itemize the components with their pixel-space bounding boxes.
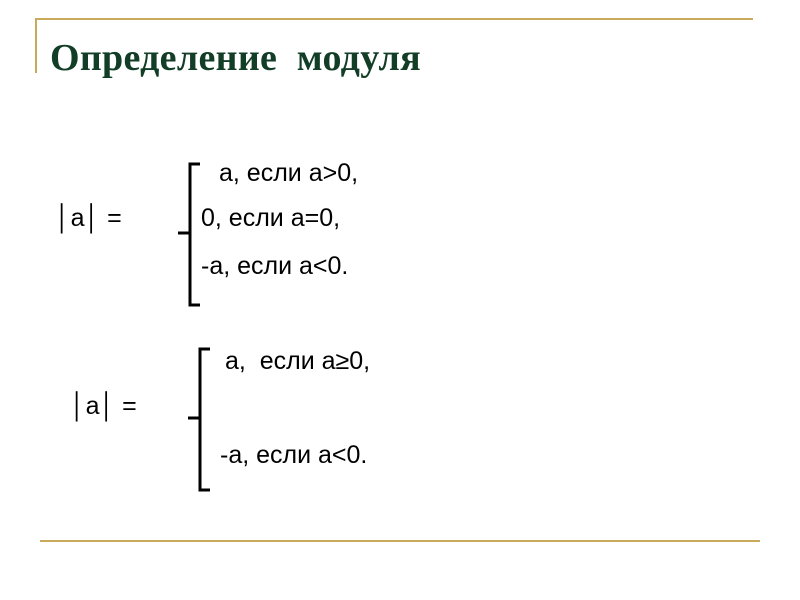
definition-1-case-positive: a, если a>0, (219, 159, 359, 187)
definition-2-lhs: │a│ = (70, 392, 137, 420)
definition-1-lhs: │a│ = (55, 204, 122, 232)
definition-1-brace (176, 160, 206, 310)
left-rule (35, 18, 37, 73)
definition-2-case-negative: -a, если a<0. (220, 441, 368, 469)
definition-1-case-zero: 0, если a=0, (201, 204, 341, 232)
definition-2-case-nonnegative: a, если a≥0, (225, 347, 371, 375)
bottom-rule (40, 540, 760, 542)
top-rule (35, 18, 753, 20)
slide-title: Определение модуля (50, 37, 422, 79)
definition-1-case-negative: -a, если a<0. (201, 252, 349, 280)
definition-2-brace (186, 345, 216, 495)
